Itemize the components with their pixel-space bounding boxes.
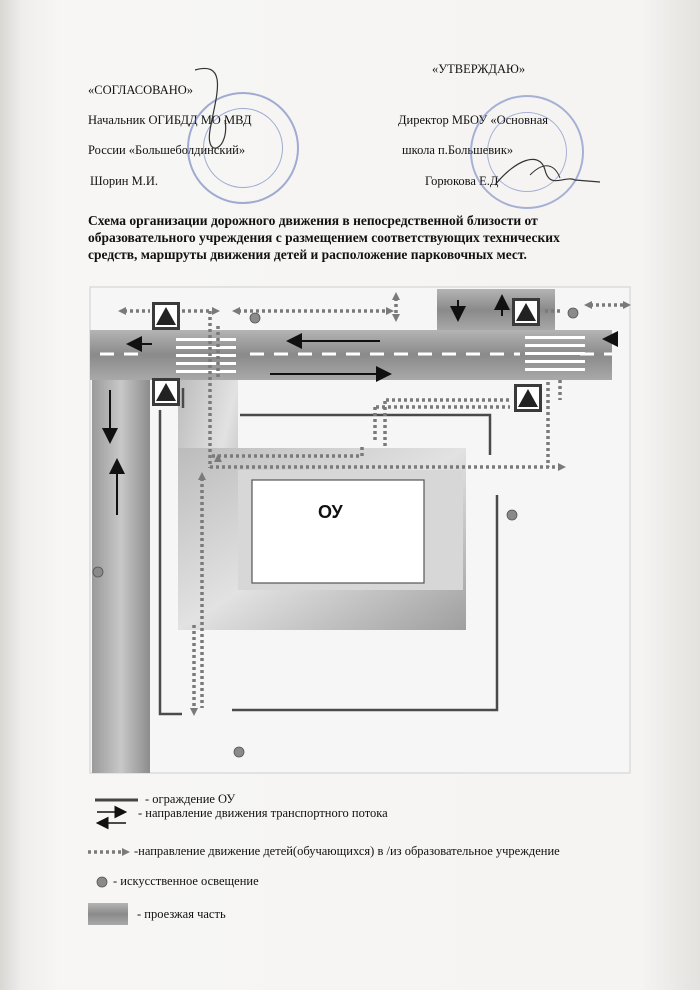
approver-position-left: Начальник ОГИБДД МО МВД: [88, 113, 252, 127]
legend-children-text: -направление движение детей(обучающихся) в /из образовательное учреждение: [134, 844, 560, 858]
pedestrian-sign-top-left: [152, 302, 180, 330]
pedestrian-sign-top-right: [512, 298, 540, 326]
approved-left-label: «СОГЛАСОВАНО»: [88, 83, 194, 97]
approved-right-label: «УТВЕРЖДАЮ»: [432, 62, 526, 76]
title-line-3: средств, маршруты движения детей и расположение парковочных мест.: [88, 247, 527, 262]
legend-lamp: [97, 877, 107, 887]
approver-position-right: Директор МБОУ «Основная: [398, 113, 549, 127]
school-building: [252, 480, 424, 583]
legend-fence-text: - ограждение ОУ: [145, 792, 236, 806]
legend-roadway-swatch: [88, 903, 128, 925]
title-line-2: образовательного учреждения с размещением соответствующих технических: [88, 230, 560, 245]
pedestrian-sign-lower-right: [514, 384, 542, 412]
approver-org-left: России «Большеболдинский»: [88, 143, 246, 157]
legend-roadway-text: - проезжая часть: [137, 907, 226, 921]
approver-org-right: школа п.Большевик»: [402, 143, 514, 157]
legend-lighting-text: - искусственное освещение: [113, 874, 259, 888]
title-line-1: Схема организации дорожного движения в непосредственной близости от: [88, 213, 538, 228]
legend-traffic-text: - направление движения транспортного потока: [138, 806, 388, 820]
pedestrian-sign-lower-left: [152, 378, 180, 406]
legend-graphics: [88, 800, 138, 925]
school-building-label: ОУ: [318, 502, 343, 522]
approver-name-left: Шорин М.И.: [90, 174, 159, 188]
approver-name-right: Горюкова Е.Д: [425, 174, 499, 188]
